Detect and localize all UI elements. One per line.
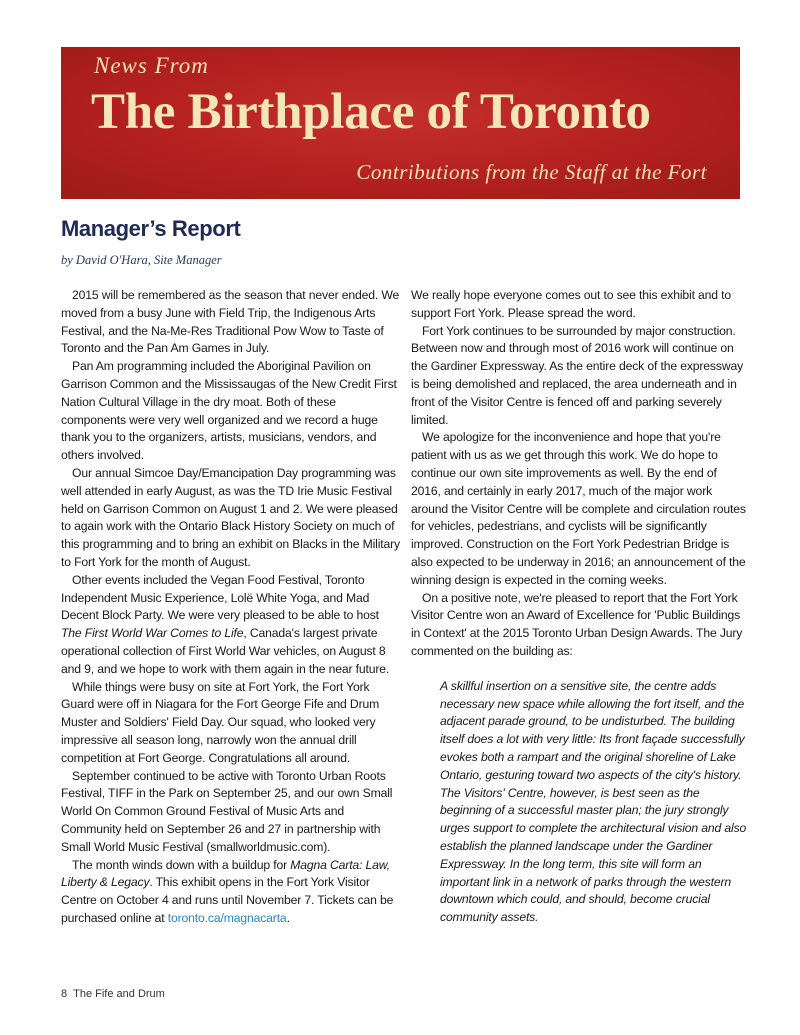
- paragraph: Pan Am programming included the Aboriginal Pavilion on Garrison Common and the Mississaugas of the New Credit First Nation Cultural Village in the dry moat. Both of these components were very well organized and we record a huge thank you to the organizers, artists, musicians, vendors, and others involved.: [61, 359, 397, 463]
- masthead-subtitle: Contributions from the Staff at the Fort: [356, 160, 707, 184]
- paragraph: September continued to be active with Toronto Urban Roots Festival, TIFF in the Park on September 25, and our own Small World On Common Ground Festival of Music Arts and Community held on September 26 and 27 in partnership with Small World Music Festival (smallworldmusic.com).: [61, 768, 393, 854]
- event-title: The First World War Comes to Life: [61, 626, 244, 641]
- paragraph: [61, 857, 401, 928]
- masthead-title: The Birthplace of Toronto: [91, 84, 651, 140]
- article-column-left: [61, 287, 401, 928]
- paragraph: 2015 will be remembered as the season that never ended. We moved from a busy June with Field Trip, the Indigenous Arts Festival, and the Na-Me-Res Traditional Pow Wow to Taste of Toronto and the Pan Am Games in July.: [61, 288, 400, 356]
- paragraph: Fort York continues to be surrounded by major construction. Between now and through most of 2016 work will continue on the Gardiner Expressway. As the entire deck of the expressway is being demolished and replaced, the area underneath and in front of the Visitor Centre is fenced off and parking severely limited.: [411, 323, 744, 427]
- article-byline: by David O'Hara, Site Manager: [61, 253, 222, 267]
- page-number: 8: [61, 988, 68, 1000]
- article-heading: Manager’s Report: [61, 216, 241, 241]
- paragraph: While things were busy on site at Fort York, the Fort York Guard were off in Niagara for the Fort George Fife and Drum Muster and Soldiers' Field Day. Our squad, who looked very impressive all season long, narrowly won the annual drill competition at Fort George. Congratulations all around.: [61, 679, 380, 765]
- paragraph-text: The month winds down with a buildup for: [72, 857, 291, 872]
- magnacarta-link[interactable]: toronto.ca/magnacarta: [167, 910, 287, 925]
- paragraph: [61, 572, 401, 679]
- paragraph-text: , Canada's largest private operational collection of First World War vehicles, on August 8 and 9, and we hope to work with them again in the near future.: [61, 626, 390, 676]
- paragraph: On a positive note, we're pleased to report that the Fort York Visitor Centre won an Award of Excellence for 'Public Buildings in Context' at the 2015 Toronto Urban Design Awards. The Jury commented on the building as:: [411, 590, 743, 658]
- jury-quote: A skillful insertion on a sensitive site, the centre adds necessary new space while allowing the fort itself, and the adjacent parade ground, to be undisturbed. The building itself does a lot with very little: Its front façade successfully evokes both a rampart and the original shoreline of Lake Ontario, gesturing toward two aspects of the city's history. The Visitors' Centre, however, is best seen as the beginning of a successful master plan; the jury strongly urges support to complete the architectural vision and also establish the planned landscape under the Gardiner Expressway. In the long term, this site will form an important link in a network of parks through the western downtown which could, and should, become crucial community assets.: [440, 678, 747, 925]
- paragraph: We really hope everyone comes out to see this exhibit and to support Fort York. Please spread the word.: [411, 288, 732, 320]
- paragraph: We apologize for the inconvenience and hope that you're patient with us as we get through this work. We do hope to continue our own site improvements as well. By the end of 2016, and certainly in early 2017, much of the major work around the Visitor Centre will be complete and circulation routes for vehicles, pedestrians, and cyclists will be significantly improved. Construction on the Fort York Pedestrian Bridge is also expected to be underway in 2016; an announcement of the winning design is expected in the coming weeks.: [411, 430, 746, 587]
- page-footer: [61, 988, 165, 1000]
- masthead-kicker: News From: [94, 53, 209, 78]
- paragraph: Our annual Simcoe Day/Emancipation Day programming was well attended in early August, as was the TD Irie Music Festival held on Garrison Common on August 1 and 2. We were pleased to again work with the Ontario Black History Society on much of this programming and to bring an exhibit on Blacks in the Military to Fort York for the month of August.: [61, 465, 400, 569]
- exhibit-title: Magna Carta: Law, Liberty & Legacy: [61, 857, 390, 890]
- paragraph-text: .: [286, 910, 290, 925]
- masthead-banner: [61, 47, 740, 199]
- paragraph-text: . This exhibit opens in the Fort York Visitor Centre on October 4 and runs until November 7. Tickets can be purchased online at: [61, 875, 394, 925]
- paragraph-text: Other events included the Vegan Food Festival, Toronto Independent Music Experience, Lolë White Yoga, and Mad Decent Block Party. We were very pleased to be able to host: [61, 572, 379, 623]
- article-column-right: [411, 287, 747, 927]
- publication-name: The Fife and Drum: [73, 988, 165, 1000]
